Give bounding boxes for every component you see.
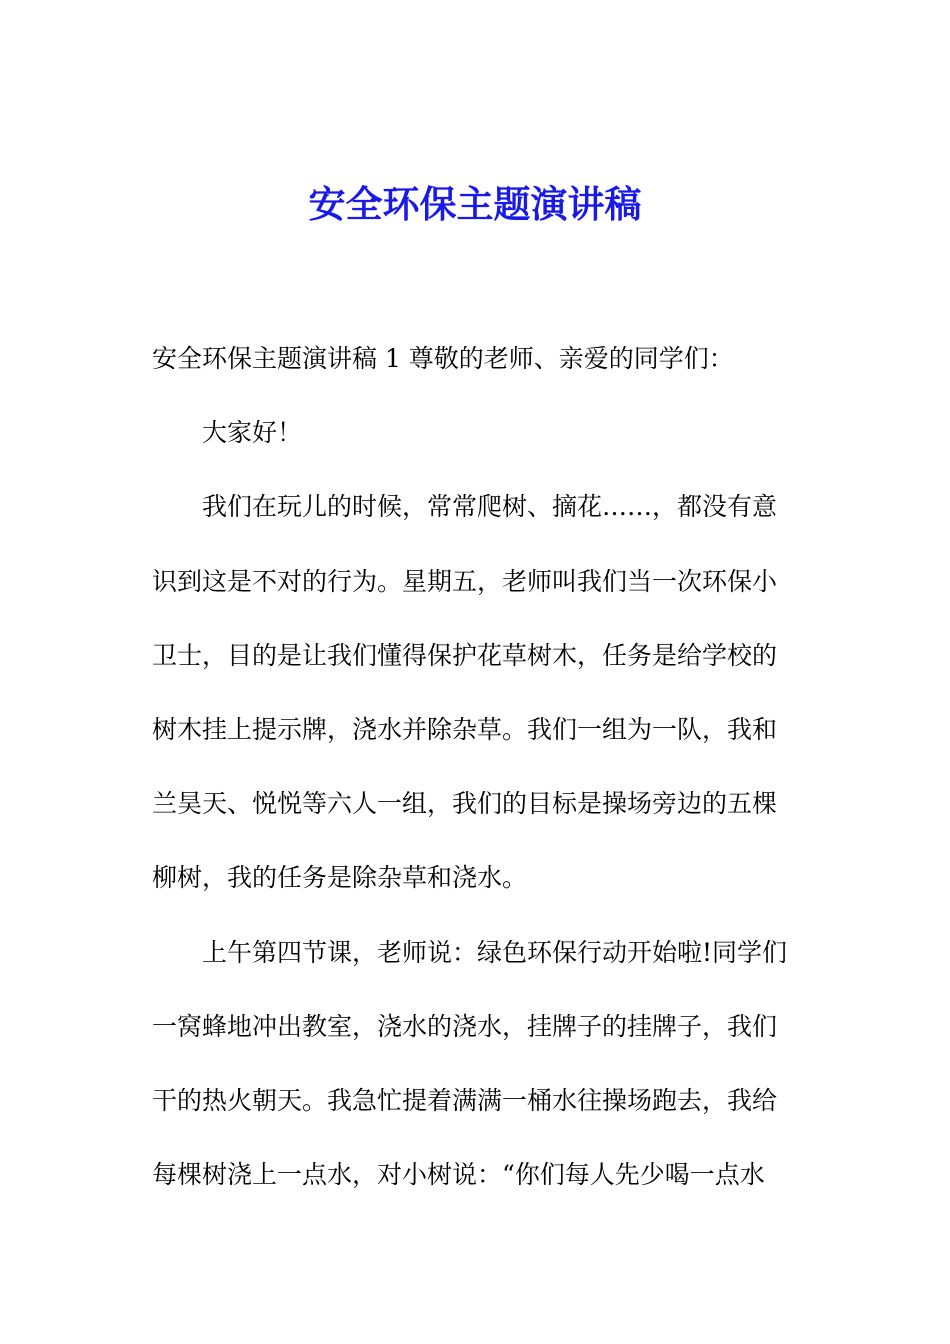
body-line: 树木挂上提示牌，浇水并除杂草。我们一组为一队，我和 [152,714,778,744]
body-line: 柳树，我的任务是除杂草和浇水。 [152,863,528,893]
body-line: 卫士，目的是让我们懂得保护花草树木，任务是给学校的 [152,640,778,670]
body-line: 我们在玩儿的时候，常常爬树、摘花……，都没有意 [202,492,778,522]
body-line: 大家好！ [202,418,303,448]
body-line: 每棵树浇上一点水，对小树说：“你们每人先少喝一点水 [152,1160,765,1190]
body-line: 一窝蜂地冲出教室，浇水的浇水，挂牌子的挂牌子，我们 [152,1011,778,1041]
document-title: 安全环保主题演讲稿 [308,182,642,226]
document-body [152,322,802,1212]
body-line: 干的热火朝天。我急忙提着满满一桶水往操场跑去，我给 [152,1085,778,1115]
body-line: 安全环保主题演讲稿 1 尊敬的老师、亲爱的同学们： [152,344,734,373]
body-line: 兰昊天、悦悦等六人一组，我们的目标是操场旁边的五棵 [152,789,778,819]
body-line: 识到这是不对的行为。星期五，老师叫我们当一次环保小 [152,566,778,596]
body-line: 上午第四节课，老师说：绿色环保行动开始啦!同学们 [202,937,788,967]
